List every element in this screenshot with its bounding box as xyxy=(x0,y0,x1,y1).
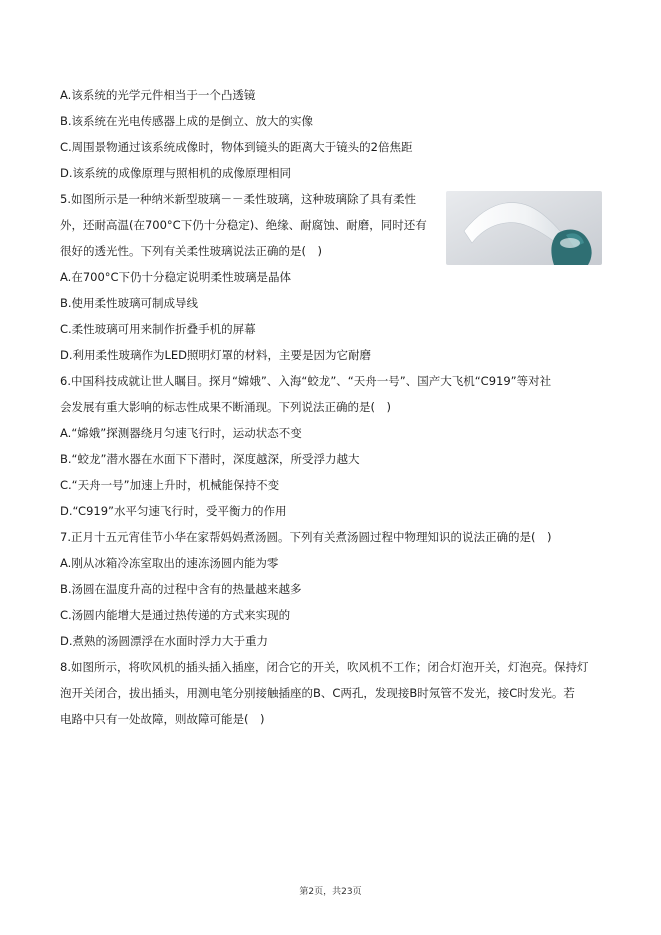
q6-stem-line-1: 6.中国科技成就让世人瞩目。探月“嫦娥”、入海“蛟龙”、“天舟一号”、国产大飞机“C919”等对社 xyxy=(60,374,552,388)
q7-option-d: D.煮熟的汤圆漂浮在水面时浮力大于重力 xyxy=(60,634,269,648)
q8-stem-line-3: 电路中只有一处故障，则故障可能是( ) xyxy=(60,712,265,726)
q5-stem-line-1: 5.如图所示是一种纳米新型玻璃－－柔性玻璃，这种玻璃除了具有柔性 xyxy=(60,192,416,206)
q5-stem-line-3: 很好的透光性。下列有关柔性玻璃说法正确的是( ) xyxy=(60,244,322,258)
q4-option-b: B.该系统在光电传感器上成的是倒立、放大的实像 xyxy=(60,114,314,128)
q4-option-a: A.该系统的光学元件相当于一个凸透镜 xyxy=(60,88,256,102)
q5-option-b: B.使用柔性玻璃可制成导线 xyxy=(60,296,199,310)
q7-stem-line-1: 7.正月十五元宵佳节小华在家帮妈妈煮汤圆。下列有关煮汤圆过程中物理知识的说法正确的是( ) xyxy=(60,530,552,544)
q6-option-c: C.“天舟一号”加速上升时，机械能保持不变 xyxy=(60,478,280,492)
q6-option-d: D.“C919”水平匀速飞行时，受平衡力的作用 xyxy=(60,504,287,518)
q8-stem-line-2: 泡开关闭合，拔出插头，用测电笔分别接触插座的B、C两孔，发现接B时氖管不发光，接C时发光。若 xyxy=(60,686,575,700)
flexible-glass-illustration xyxy=(446,191,602,265)
q4-option-d: D.该系统的成像原理与照相机的成像原理相同 xyxy=(60,166,292,180)
q4-option-c: C.周围景物通过该系统成像时，物体到镜头的距离大于镜头的2倍焦距 xyxy=(60,140,413,154)
q7-option-c: C.汤圆内能增大是通过热传递的方式来实现的 xyxy=(60,608,291,622)
q7-option-b: B.汤圆在温度升高的过程中含有的热量越来越多 xyxy=(60,582,302,596)
q5-option-c: C.柔性玻璃可用来制作折叠手机的屏幕 xyxy=(60,322,256,336)
q6-stem-line-2: 会发展有重大影响的标志性成果不断涌现。下列说法正确的是( ) xyxy=(60,400,391,414)
q5-option-d: D.利用柔性玻璃作为LED照明灯罩的材料，主要是因为它耐磨 xyxy=(60,348,372,362)
q6-option-a: A.“嫦娥”探测器绕月匀速飞行时，运动状态不变 xyxy=(60,426,302,440)
q5-option-a: A.在700°C下仍十分稳定说明柔性玻璃是晶体 xyxy=(60,270,292,284)
q8-stem-line-1: 8.如图所示，将吹风机的插头插入插座，闭合它的开关，吹风机不工作；闭合灯泡开关，灯泡亮。保持灯 xyxy=(60,660,589,674)
flexible-glass-photo xyxy=(446,191,602,265)
q7-option-a: A.刚从冰箱冷冻室取出的速冻汤圆内能为零 xyxy=(60,556,279,570)
page-footer: 第2页，共23页 xyxy=(299,887,362,897)
q6-option-b: B.“蛟龙”潜水器在水面下下潜时，深度越深，所受浮力越大 xyxy=(60,452,360,466)
q5-stem-line-2: 外，还耐高温(在700°C下仍十分稳定)、绝缘、耐腐蚀、耐磨，同时还有 xyxy=(60,218,427,232)
